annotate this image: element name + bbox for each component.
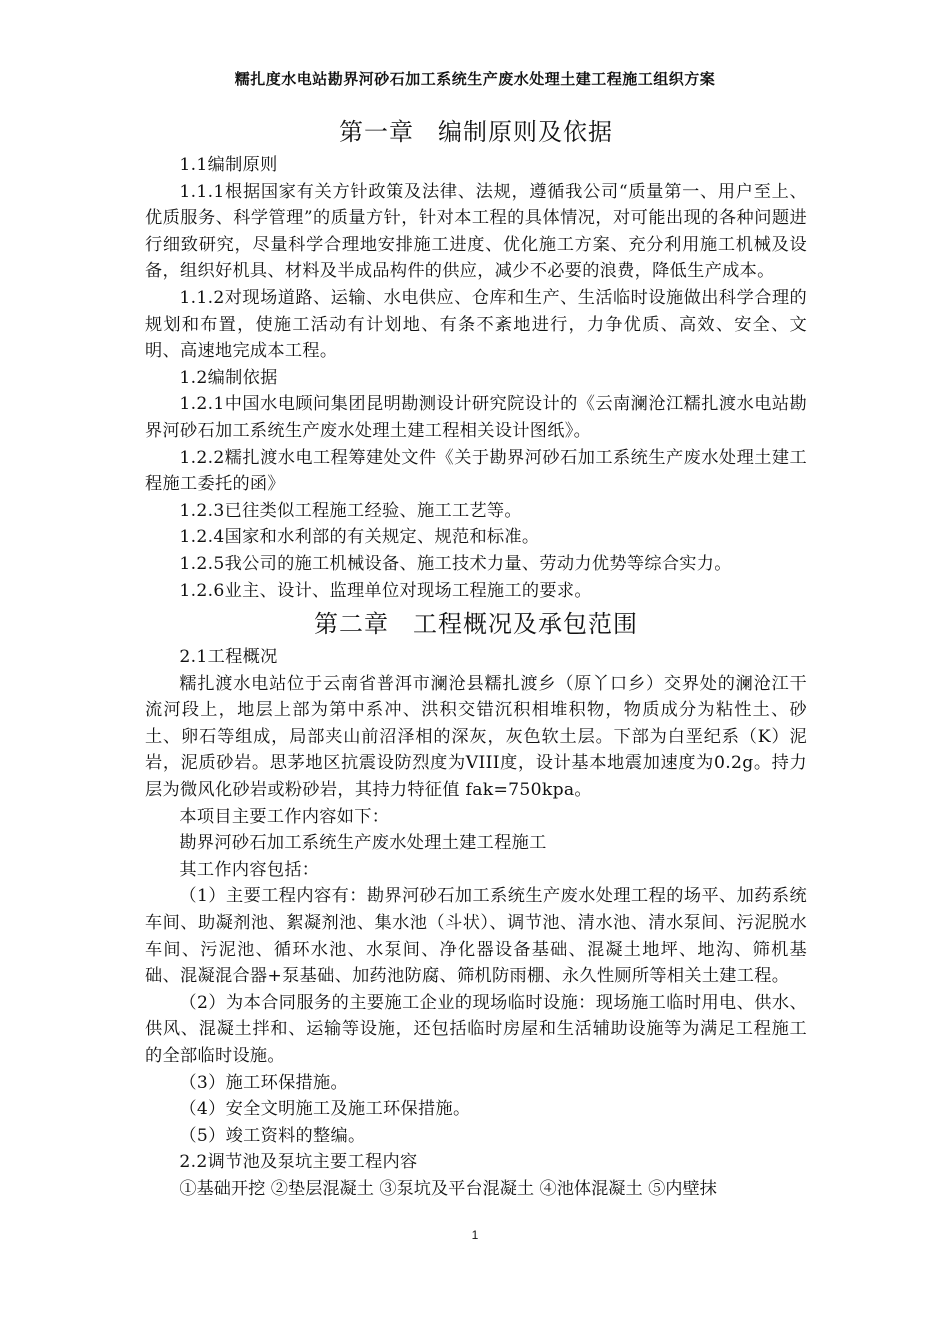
chapter-2-title xyxy=(145,604,807,644)
chapter-2-number: 第二章 xyxy=(314,610,389,639)
paragraph: 糯扎渡水电站位于云南省普洱市澜沧县糯扎渡乡（原丫口乡）交界处的澜沧江干流河段上，地层上部为第中系冲、洪积交错沉积相堆积物，物质成分为粘性土、砂土、卵石等组成，局部夹山前沼泽相的深灰，灰色软土层。下部为白垩纪系（K）泥岩，泥质砂岩。思茅地区抗震设防烈度为VIII度，设计基本地震加速度为0.2g。持力层为微风化砂岩或粉砂岩，其持力特征值 fak=750kpa。 xyxy=(145,673,807,801)
paragraph: 1.2.5我公司的施工机械设备、施工技术力量、劳动力优势等综合实力。 xyxy=(179,553,732,574)
paragraph: 1.1.1根据国家有关方针政策及法律、法规，遵循我公司“质量第一、用户至上、优质服务、科学管理”的质量方针，针对本工程的具体情况，对可能出现的各种问题进行细致研究，尽量科学合理地安排施工进度、优化施工方案、充分利用施工机械及设备，组织好机具、材料及半成品构件的供应，减少不必要的浪费，降低生产成本。 xyxy=(145,181,807,282)
paragraph: 1.2.3已往类似工程施工经验、施工工艺等。 xyxy=(179,500,522,521)
paragraph: 1.2.1中国水电顾问集团昆明勘测设计研究院设计的《云南澜沧江糯扎渡水电站勘界河砂石加工系统生产废水处理土建工程相关设计图纸》。 xyxy=(145,394,807,441)
paragraph: 勘界河砂石加工系统生产废水处理土建工程施工 xyxy=(179,833,547,854)
chapter-1-number: 第一章 xyxy=(339,118,414,146)
paragraph: 本项目主要工作内容如下： xyxy=(179,806,390,827)
paragraph: 1.2.4国家和水利部的有关规定、规范和标准。 xyxy=(179,527,540,548)
page-number: 1 xyxy=(471,1228,479,1242)
paragraph: 其工作内容包括： xyxy=(179,859,320,880)
paragraph: （2）为本合同服务的主要施工企业的现场临时设施：现场施工临时用电、供水、供风、混凝土拌和、运输等设施，还包括临时房屋和生活辅助设施等为满足工程施工的全部临时设施。 xyxy=(145,992,807,1066)
paragraph: 1.2.6业主、设计、监理单位对现场工程施工的要求。 xyxy=(179,580,592,601)
paragraph: 1.2编制依据 xyxy=(179,367,278,388)
paragraph: （5）竣工资料的整编。 xyxy=(179,1125,366,1146)
paragraph: ①基础开挖 ②垫层混凝土 ③泵坑及平台混凝土 ④池体混凝土 ⑤内壁抹 xyxy=(179,1178,717,1199)
chapter-2-name: 工程概况及承包范围 xyxy=(413,610,638,639)
paragraph: （3）施工环保措施。 xyxy=(179,1072,349,1093)
page-content xyxy=(145,112,807,1203)
paragraph: 1.1.2对现场道路、运输、水电供应、仓库和生产、生活临时设施做出科学合理的规划和布置，使施工活动有计划地、有条不紊地进行，力争优质、高效、安全、文明、高速地完成本工程。 xyxy=(145,287,807,362)
chapter-1-name: 编制原则及依据 xyxy=(438,118,613,146)
paragraph: 1.2.2糯扎渡水电工程筹建处文件《关于勘界河砂石加工系统生产废水处理土建工程施工委托的函》 xyxy=(145,447,807,495)
paragraph: （1）主要工程内容有：勘界河砂石加工系统生产废水处理工程的场平、加药系统车间、助凝剂池、絮凝剂池、集水池（斗状）、调节池、清水池、清水泵间、污泥脱水车间、污泥池、循环水池、水泵间、净化器设备基础、混凝土地坪、地沟、筛机基础、混凝混合器+泵基础、加药池防腐、筛机防雨棚、永久性厕所等相关土建工程。 xyxy=(145,886,807,987)
paragraph: 1.1编制原则 xyxy=(179,155,278,175)
paragraph: 2.2调节池及泵坑主要工程内容 xyxy=(179,1152,418,1173)
chapter-1-title xyxy=(145,112,807,152)
paragraph: （4）安全文明施工及施工环保措施。 xyxy=(179,1099,471,1120)
page-header: 糯扎度水电站勘界河砂石加工系统生产废水处理土建工程施工组织方案 xyxy=(234,70,716,88)
paragraph: 2.1工程概况 xyxy=(179,647,278,668)
